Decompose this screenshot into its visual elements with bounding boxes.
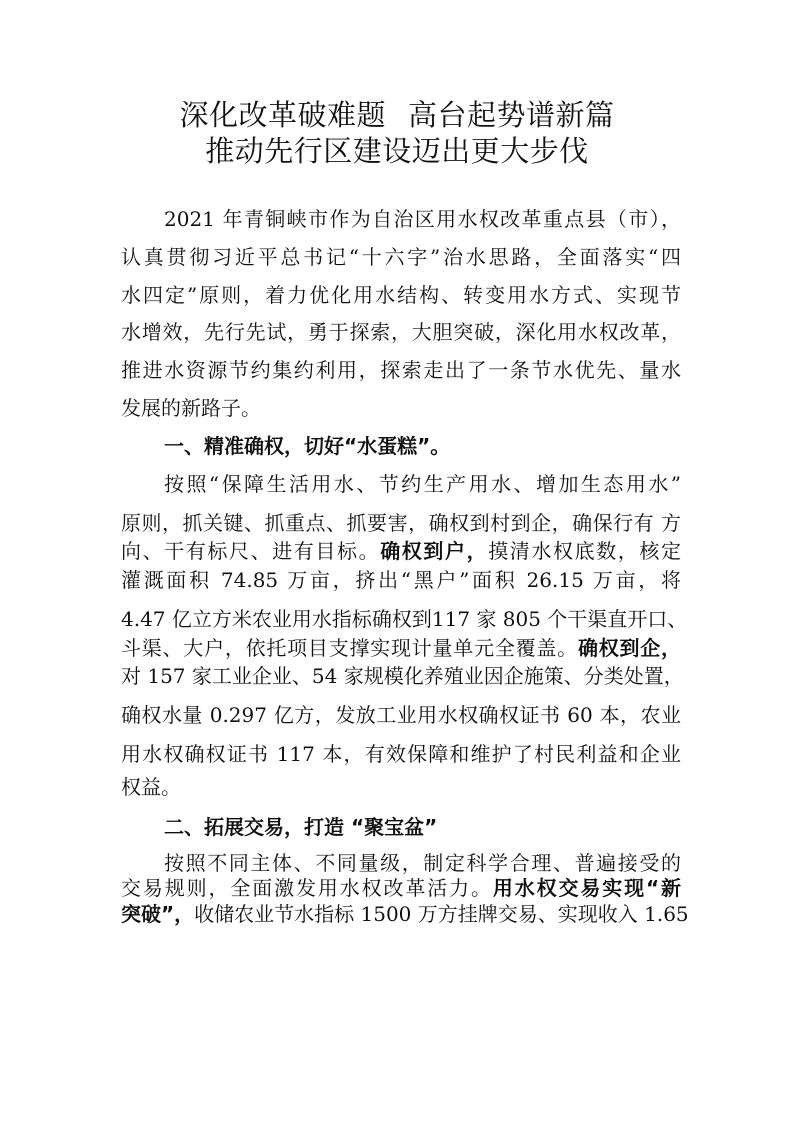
intro-line-4: 水增效，先行先试，勇于探索，大胆突破，深化用水权改革， (121, 320, 681, 344)
section-1-line-2: 原则，抓关键、抓重点、抓要害，确权到村到企，确保行有 方 (121, 511, 681, 535)
intro-line-5: 推进水资源节约集约利用，探索走出了一条节水优先、量水 (121, 358, 681, 382)
section-1-line-9: 用水权确权证书 117 本，有效保障和维护了村民利益和企业 (121, 742, 681, 766)
section-2-line-3-rest: 收储农业节水指标 1500 万方挂牌交易、实现收入 1.65 (194, 902, 689, 926)
section-2-line-2-text: 交易规则，全面激发用水权改革活力。 (121, 876, 493, 900)
title-phrase-2: 高台起势谱新篇 (408, 98, 615, 132)
section-1-line-8: 确权水量 0.297 亿方，发放工业用水权确权证书 60 本，农业 (121, 703, 681, 727)
title-line-1 (0, 97, 794, 133)
section-1-line-7: 对 157 家工业企业、54 家规模化养殖业因企施策、分类处置， (121, 664, 684, 688)
title-line-2: 推动先行区建设迈出更大步伐 (205, 134, 589, 168)
emphasis-trading-breakthrough: 用水权交易实现“新 (492, 876, 681, 900)
emphasis-breakthrough-end: 突破”， (121, 902, 195, 926)
intro-line-2: 认真贯彻习近平总书记“十六字”治水思路，全面落实“四 (121, 245, 681, 269)
section-1-line-10: 权益。 (121, 775, 181, 799)
section-1-line-4: 灌溉面积 74.85 万亩，挤出“黑户”面积 26.15 万亩，将 (121, 568, 681, 592)
intro-line-6: 发展的新路子。 (121, 396, 261, 420)
intro-line-3: 水四定”原则，着力优化用水结构、转变用水方式、实现节 (121, 283, 681, 307)
section-2-line-1: 按照不同主体、不同量级，制定科学合理、普遍接受的 (164, 851, 681, 875)
intro-line-1: 2021 年青铜峡市作为自治区用水权改革重点县（市）， (164, 207, 681, 231)
section-1-line-3-text: 向、干有标尺、进有目标。 (121, 539, 381, 563)
emphasis-enterprise-rights: 确权到企， (577, 636, 682, 660)
section-1-line-5: 4.47 亿立方米农业用水指标确权到117 家 805 个干渠直开口、 (121, 607, 688, 631)
section-1-line-3-rest: 摸清水权底数，核定 (488, 539, 682, 563)
section-2-line-2 (121, 874, 681, 902)
section-1-heading: 一、精准确权，切好“水蛋糕”。 (164, 434, 451, 458)
section-1-line-6 (121, 634, 681, 662)
section-2-line-3 (121, 900, 689, 928)
section-1-line-3 (121, 537, 681, 565)
emphasis-household-rights: 确权到户， (380, 539, 489, 563)
section-2-heading: 二、拓展交易，打造 “聚宝盆” (164, 815, 438, 839)
title-phrase-1: 深化改革破难题 (179, 98, 386, 132)
section-1-line-6-text: 斗渠、大户，依托项目支撑实现计量单元全覆盖。 (121, 636, 578, 660)
section-1-line-1: 按照“保障生活用水、节约生产用水、增加生态用水” (164, 472, 681, 496)
